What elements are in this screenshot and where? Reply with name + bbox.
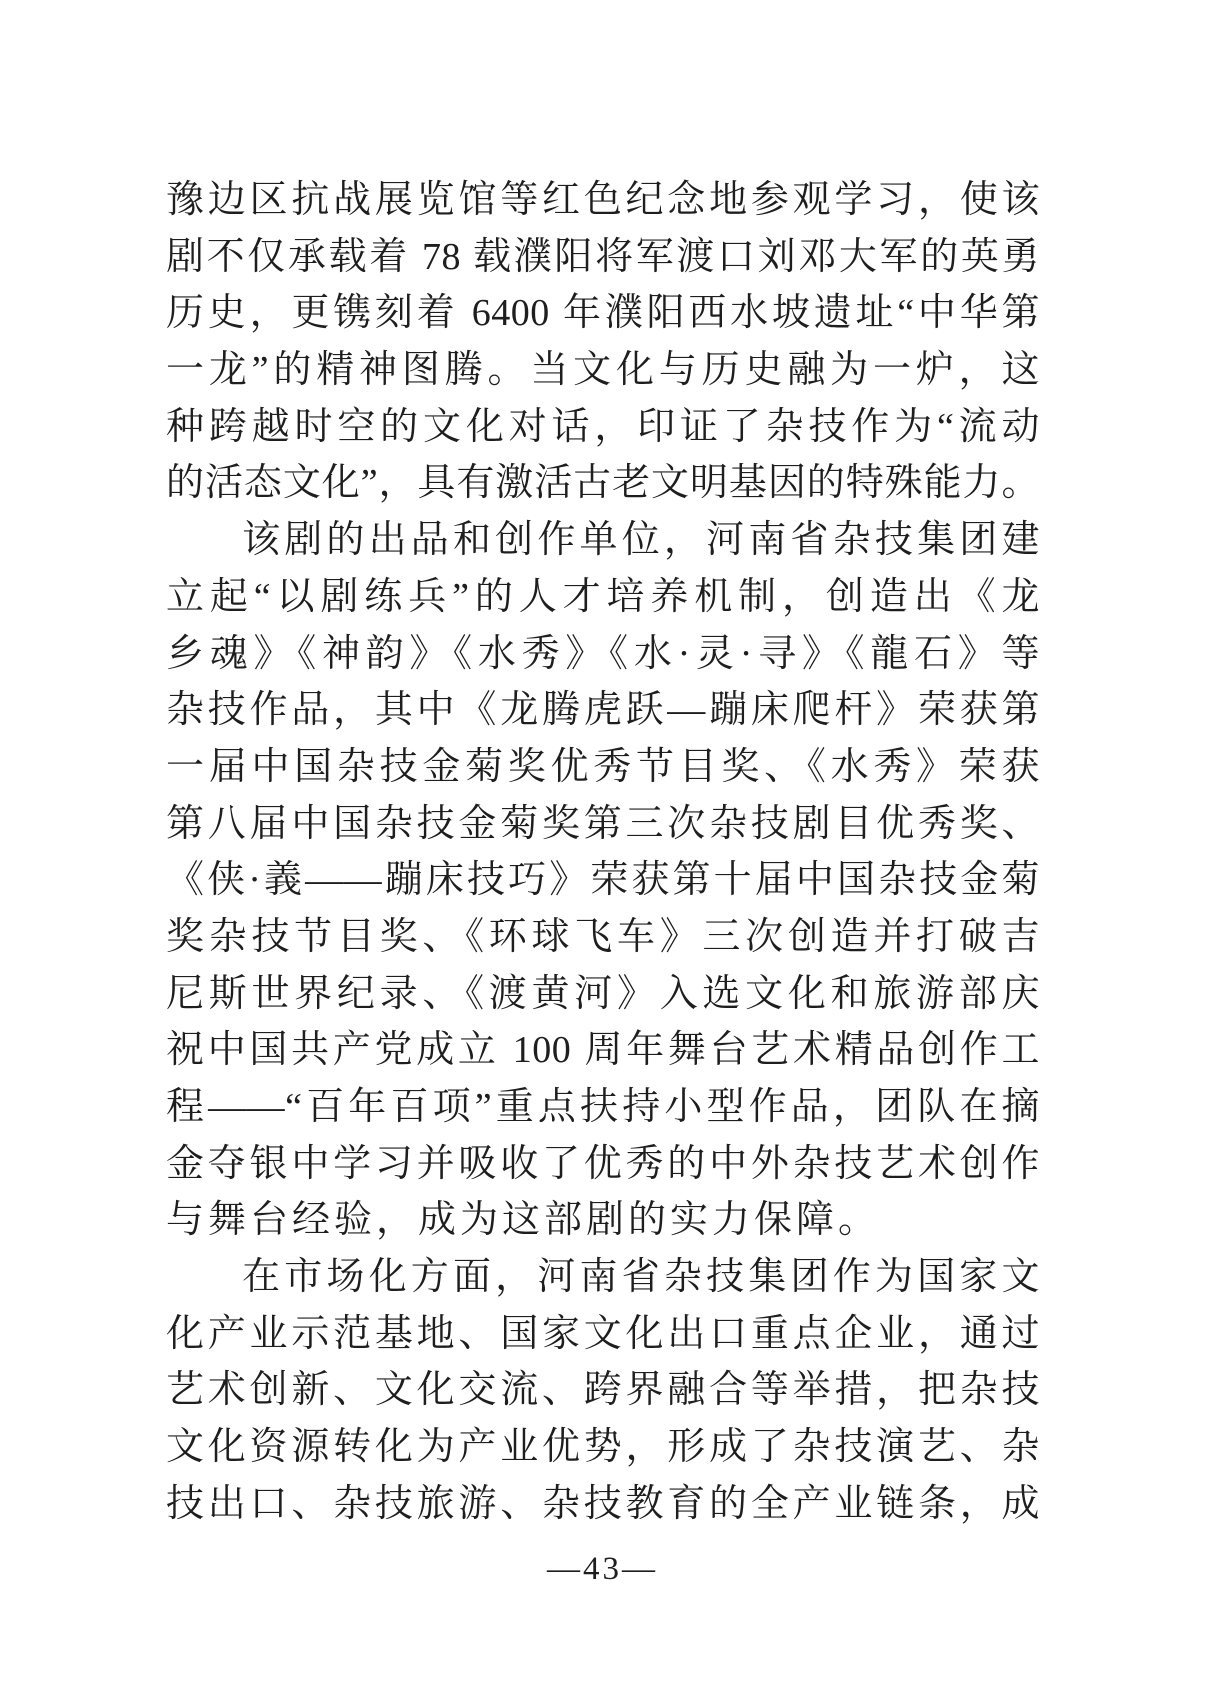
text-line: 祝中国共产党成立 100 周年舞台艺术精品创作工 <box>166 1029 1040 1072</box>
text-line: 第八届中国杂技金菊奖第三次杂技剧目优秀奖、 <box>166 802 1040 845</box>
text-line: 技出口、杂技旅游、杂技教育的全产业链条，成 <box>166 1482 1040 1525</box>
text-line: 金夺银中学习并吸收了优秀的中外杂技艺术创作 <box>166 1142 1040 1185</box>
text-line: 杂技作品，其中《龙腾虎跃—蹦床爬杆》荣获第 <box>166 689 1040 732</box>
text-line: 与舞台经验，成为这部剧的实力保障。 <box>166 1199 881 1242</box>
paragraph <box>166 172 1040 512</box>
text-line: 的活态文化”，具有激活古老文明基因的特殊能力。 <box>166 462 1040 505</box>
page-footer <box>0 1551 1205 1588</box>
text-line: 在市场化方面，河南省杂技集团作为国家文 <box>242 1256 1040 1299</box>
text-line: 《侠·義——蹦床技巧》荣获第十届中国杂技金菊 <box>166 859 1040 902</box>
text-line: 历史，更镌刻着 6400 年濮阳西水坡遗址“中华第 <box>166 292 1040 335</box>
text-line: 立起“以剧练兵”的人才培养机制，创造出《龙 <box>166 575 1040 618</box>
text-line: 奖杂技节目奖、《环球飞车》三次创造并打破吉 <box>166 915 1040 958</box>
page-number: —43— <box>547 1551 658 1587</box>
text-line: 程——“百年百项”重点扶持小型作品，团队在摘 <box>166 1086 1040 1128</box>
text-line: 剧不仅承载着 78 载濮阳将军渡口刘邓大军的英勇 <box>166 235 1040 278</box>
text-line: 尼斯世界纪录、《渡黄河》入选文化和旅游部庆 <box>166 972 1040 1015</box>
body-text <box>166 172 1040 1533</box>
paragraph <box>166 512 1040 1249</box>
text-line: 该剧的出品和创作单位，河南省杂技集团建 <box>242 519 1040 562</box>
text-line: 豫边区抗战展览馆等红色纪念地参观学习，使该 <box>166 179 1040 221</box>
text-line: 一届中国杂技金菊奖优秀节目奖、《水秀》荣获 <box>166 745 1040 788</box>
text-line: 一龙”的精神图腾。当文化与历史融为一炉，这 <box>166 349 1040 392</box>
text-line: 化产业示范基地、国家文化出口重点企业，通过 <box>166 1312 1040 1355</box>
text-line: 文化资源转化为产业优势，形成了杂技演艺、杂 <box>166 1426 1040 1469</box>
text-line: 艺术创新、文化交流、跨界融合等举措，把杂技 <box>166 1369 1040 1412</box>
text-line: 乡魂》《神韵》《水秀》《水·灵·寻》《龍石》等 <box>166 632 1040 675</box>
paragraph <box>166 1249 1040 1532</box>
text-line: 种跨越时空的文化对话，印证了杂技作为“流动 <box>166 405 1040 448</box>
